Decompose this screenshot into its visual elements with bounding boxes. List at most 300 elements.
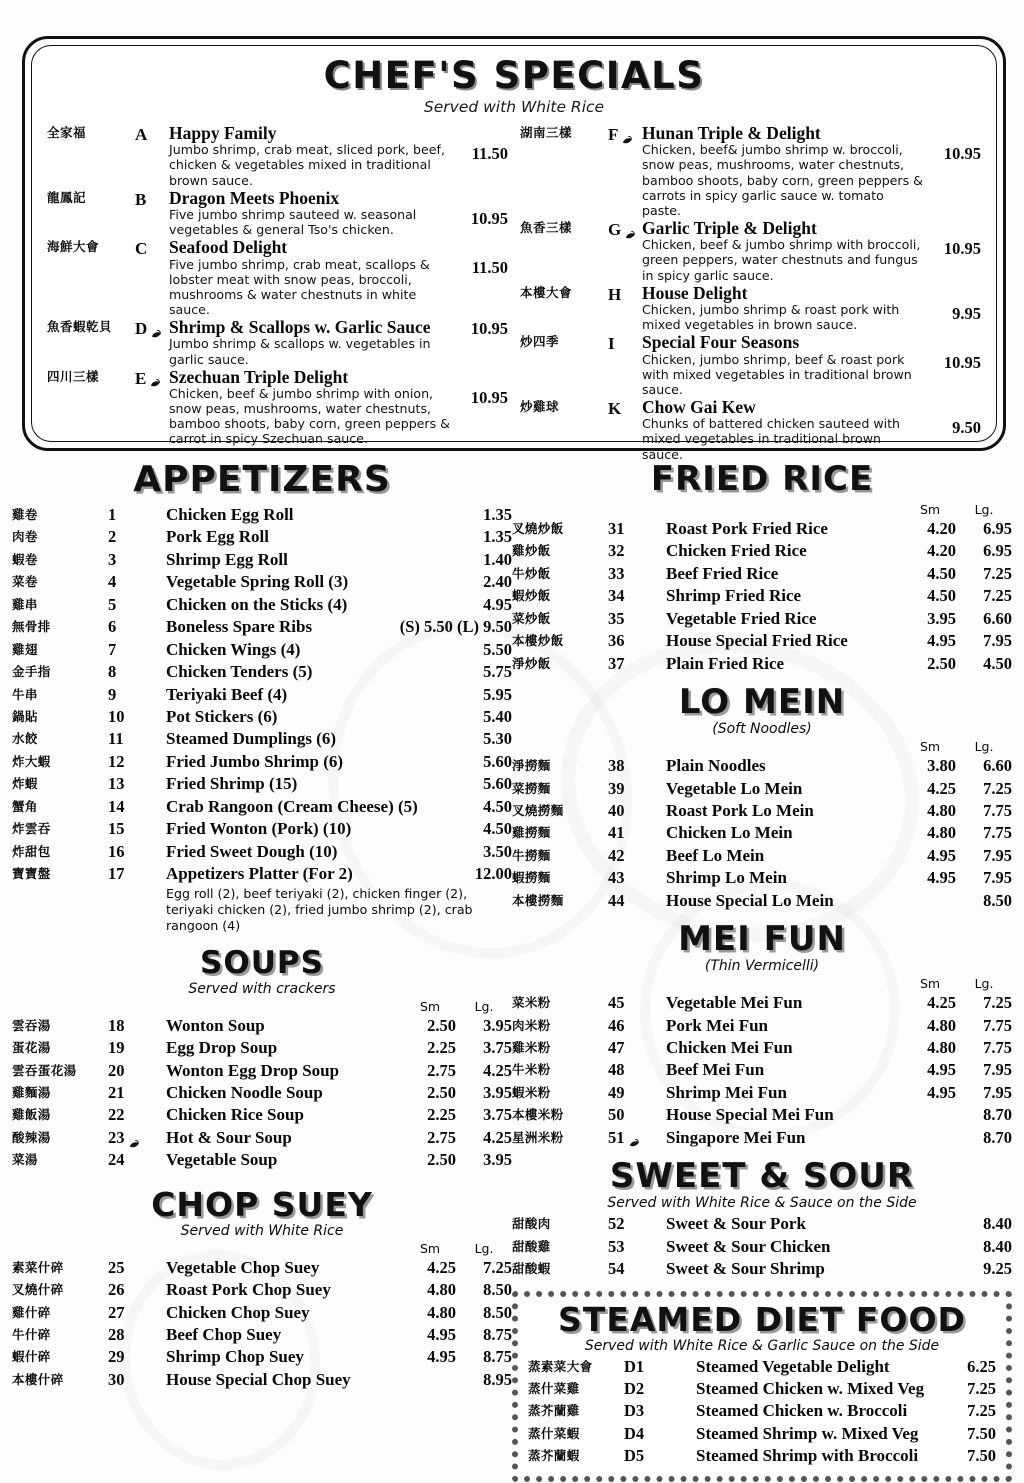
menu-item-row[interactable] xyxy=(512,1104,1012,1126)
item-dish-name: Chicken Egg Roll xyxy=(166,505,294,524)
special-letter-code: A xyxy=(135,125,148,144)
menu-item-row[interactable] xyxy=(12,841,512,863)
item-dish-name: Singapore Mei Fun xyxy=(666,1127,806,1147)
menu-item-row[interactable] xyxy=(12,796,512,818)
item-number: 3 xyxy=(108,549,117,569)
item-chinese-name: 本樓炒飯 xyxy=(512,633,564,649)
price-large: 6.95 xyxy=(983,541,1012,561)
price-large: 8.75 xyxy=(483,1347,512,1367)
menu-item-row[interactable] xyxy=(12,706,512,728)
menu-item-row[interactable] xyxy=(512,800,1012,822)
menu-item-row[interactable] xyxy=(12,571,512,593)
special-description: Chicken, jumbo shrimp & roast pork with mixed vegetables in brown sauce. xyxy=(642,302,900,333)
spicy-pepper-icon xyxy=(149,374,162,385)
price-large: 6.60 xyxy=(983,756,1012,776)
menu-item-row[interactable] xyxy=(512,1015,1012,1037)
price-small: 4.95 xyxy=(427,1347,456,1367)
price-small: 2.50 xyxy=(427,1082,456,1102)
menu-item-row[interactable] xyxy=(12,1324,512,1346)
price-large: 8.50 xyxy=(483,1302,512,1322)
price-small: 4.80 xyxy=(927,800,956,820)
item-dish-name: Steamed Dumplings (6) xyxy=(166,729,337,749)
item-dish-name: Shrimp Mei Fun xyxy=(666,1082,787,1102)
price-large: 3.95 xyxy=(483,1015,512,1035)
item-chinese-name: 牛撈麵 xyxy=(512,847,551,863)
menu-item-row[interactable] xyxy=(512,518,1012,540)
price-large: 6.95 xyxy=(983,519,1012,538)
soups-subtitle: Served with crackers xyxy=(188,980,336,997)
item-dish-name: Wonton Egg Drop Soup xyxy=(166,1060,340,1080)
item-dish-name: Plain Fried Rice xyxy=(666,653,785,673)
item-chinese-name: 炸雲吞 xyxy=(12,821,51,837)
item-number: 15 xyxy=(108,819,125,839)
special-chinese-name: 龍鳳記 xyxy=(47,189,87,205)
price-small: 4.95 xyxy=(927,1060,956,1080)
item-chinese-name: 牛米粉 xyxy=(512,1062,551,1078)
chop-suey-size-header xyxy=(12,1241,512,1256)
special-chinese-name: 四川三樣 xyxy=(47,368,100,384)
menu-item-row[interactable] xyxy=(12,728,512,750)
special-letter-code: E xyxy=(135,368,169,447)
special-dish-name: Shrimp & Scallops w. Garlic Sauce xyxy=(169,317,431,338)
price-small: 2.50 xyxy=(427,1015,456,1035)
menu-item-row[interactable] xyxy=(528,1356,996,1378)
item-price: 3.50 xyxy=(483,841,512,861)
menu-item-row[interactable] xyxy=(528,1400,996,1422)
special-description: Chunks of battered chicken sauteed with mixed vegetables in traditional brown sauce. xyxy=(642,416,901,462)
special-chinese-name: 本樓大會 xyxy=(520,284,573,300)
menu-item-row[interactable] xyxy=(512,630,1012,652)
item-number: 16 xyxy=(108,841,125,861)
item-dish-name: Shrimp Chop Suey xyxy=(166,1347,304,1367)
item-chinese-name: 本樓撈麵 xyxy=(512,892,564,908)
special-description: Chicken, beef & jumbo shrimp with onion, snow peas, mushrooms, water chestnuts, bamboo shoots, baby corn, green peppers & carrot in spicy Szechuan sauce. xyxy=(169,386,450,447)
spicy-pepper-icon xyxy=(150,325,163,336)
menu-item-row[interactable] xyxy=(528,1423,996,1445)
special-description: Five jumbo shrimp, crab meat, scallops & lobster meat with snow peas, broccoli, mushrooms & water chestnuts in white sauce. xyxy=(169,256,430,317)
menu-item-row[interactable] xyxy=(512,1127,1012,1149)
item-dish-name: Steamed Chicken w. Mixed Veg xyxy=(696,1378,925,1398)
item-dish-name: Sweet & Sour Shrimp xyxy=(666,1259,825,1279)
price-large: 7.25 xyxy=(983,586,1012,606)
item-chinese-name: 蟹角 xyxy=(12,798,38,814)
special-price: 10.95 xyxy=(470,387,508,407)
item-dish-name: Chicken Tenders (5) xyxy=(166,662,313,682)
item-number: D5 xyxy=(624,1446,645,1466)
item-number: 34 xyxy=(608,586,625,606)
price-small: 4.80 xyxy=(927,823,956,843)
fried-rice-lg-label: Lg. xyxy=(974,502,994,517)
item-number: 40 xyxy=(608,800,625,820)
item-chinese-name: 本樓米粉 xyxy=(512,1107,564,1123)
item-dish-name: Vegetable Spring Roll (3) xyxy=(166,572,349,592)
steamed-diet-subtitle: Served with White Rice & Garlic Sauce on the Side xyxy=(584,1337,940,1354)
item-price: 4.95 xyxy=(483,594,512,614)
price-small: 4.20 xyxy=(927,541,956,561)
item-chinese-name: 蒸芥蘭雞 xyxy=(528,1403,580,1419)
menu-item-row[interactable] xyxy=(12,504,512,526)
item-dish-name: Chicken Fried Rice xyxy=(666,541,807,561)
menu-item-row[interactable] xyxy=(512,867,1012,889)
item-dish-name: Vegetable Fried Rice xyxy=(666,608,817,628)
item-chinese-name: 叉燒什碎 xyxy=(12,1282,64,1298)
item-chinese-name: 星洲米粉 xyxy=(512,1129,564,1145)
item-dish-name: Steamed Vegetable Delight xyxy=(696,1356,890,1376)
item-chinese-name: 甜酸肉 xyxy=(512,1216,551,1232)
special-description: Chicken, beef & jumbo shrimp with broccoli, green peppers, water chestnuts and fungus in spicy garlic sauce. xyxy=(642,237,921,283)
price: 6.25 xyxy=(967,1356,996,1376)
item-number: 8 xyxy=(108,662,117,682)
mei-fun-size-header xyxy=(512,976,1012,991)
item-number: 32 xyxy=(608,541,625,561)
item-chinese-name: 菜撈麵 xyxy=(512,780,551,796)
menu-item-row[interactable] xyxy=(12,1082,512,1104)
lo-mein-size-header xyxy=(512,739,1012,754)
mei-fun-list xyxy=(512,992,1012,1149)
sweet-sour-list xyxy=(512,1213,1012,1280)
appetizers-title: APPETIZERS xyxy=(133,459,391,500)
lo-mein-lg-label: Lg. xyxy=(974,739,994,755)
item-number: 17 xyxy=(108,864,125,883)
item-number: 25 xyxy=(108,1257,125,1277)
special-chinese-name: 海鮮大會 xyxy=(47,239,100,255)
item-chinese-name: 酸辣湯 xyxy=(12,1129,51,1145)
menu-item-row[interactable] xyxy=(12,594,512,616)
item-dish-name: Egg Drop Soup xyxy=(166,1038,278,1058)
menu-item-row[interactable] xyxy=(512,1037,1012,1059)
item-number: 18 xyxy=(108,1015,125,1035)
item-number: 47 xyxy=(608,1038,625,1057)
menu-item-row[interactable] xyxy=(512,653,1012,675)
item-number: 23 xyxy=(108,1127,166,1149)
item-number: 52 xyxy=(608,1214,625,1234)
menu-item-row[interactable] xyxy=(12,1037,512,1059)
price-small: 4.25 xyxy=(927,778,956,798)
menu-item-row[interactable] xyxy=(512,1258,1012,1280)
menu-item-row[interactable] xyxy=(512,755,1012,777)
item-dish-name: Teriyaki Beef (4) xyxy=(166,684,288,704)
item-price: 2.40 xyxy=(483,572,512,592)
menu-item-row[interactable] xyxy=(528,1378,996,1400)
special-item[interactable] xyxy=(520,219,981,283)
item-number: 36 xyxy=(608,631,625,651)
menu-item-row[interactable] xyxy=(512,563,1012,585)
menu-item-row[interactable] xyxy=(512,778,1012,800)
special-dish-name: Seafood Delight xyxy=(169,237,288,258)
item-number: 31 xyxy=(608,519,625,538)
item-dish-name: Chicken Lo Mein xyxy=(666,823,793,843)
item-dish-name: Beef Fried Rice xyxy=(666,563,779,583)
menu-item-row[interactable] xyxy=(12,661,512,683)
special-letter-code: H xyxy=(608,284,622,304)
price-small: 3.95 xyxy=(927,608,956,628)
special-price: 10.95 xyxy=(943,238,981,258)
price-small: 4.95 xyxy=(927,1082,956,1102)
price-large: 7.25 xyxy=(983,563,1012,583)
menu-item-row[interactable] xyxy=(12,773,512,795)
item-chinese-name: 炸大蝦 xyxy=(12,753,51,769)
item-chinese-name: 蝦什碎 xyxy=(12,1349,51,1365)
item-chinese-name: 叉燒撈麵 xyxy=(512,802,564,818)
price-large: 7.75 xyxy=(983,1015,1012,1035)
price-large: 7.95 xyxy=(983,1060,1012,1080)
item-dish-name: Crab Rangoon (Cream Cheese) (5) xyxy=(166,796,418,816)
item-dish-name: Chicken Chop Suey xyxy=(166,1302,310,1322)
menu-right-column xyxy=(512,459,1012,1482)
item-chinese-name: 甜酸蝦 xyxy=(512,1261,551,1277)
lo-mein-subtitle: (Soft Noodles) xyxy=(712,721,812,738)
special-price: 11.50 xyxy=(471,144,508,163)
item-price: 5.75 xyxy=(483,662,512,682)
item-dish-name: House Special Fried Rice xyxy=(666,631,848,651)
special-chinese-name: 全家福 xyxy=(47,125,87,140)
price-small: 4.80 xyxy=(427,1302,456,1322)
item-price: 5.60 xyxy=(483,774,512,794)
fried-rice-list xyxy=(512,518,1012,675)
item-number: 2 xyxy=(108,527,117,547)
item-dish-name: Fried Jumbo Shrimp (6) xyxy=(166,751,344,771)
special-chinese-name: 魚香三樣 xyxy=(520,219,573,235)
item-dish-name: Vegetable Mei Fun xyxy=(666,993,803,1013)
price: 9.25 xyxy=(983,1259,1012,1279)
item-chinese-name: 菜卷 xyxy=(12,574,38,590)
menu-item-row[interactable] xyxy=(12,526,512,548)
special-letter-code: K xyxy=(608,398,622,418)
menu-item-row[interactable] xyxy=(12,549,512,571)
sweet-sour-subtitle: Served with White Rice & Sauce on the Side xyxy=(607,1195,917,1212)
special-item[interactable] xyxy=(520,284,981,333)
price-large: 4.50 xyxy=(983,653,1012,673)
item-chinese-name: 雞撈麵 xyxy=(512,825,551,841)
item-dish-name: Roast Pork Fried Rice xyxy=(666,519,828,538)
item-number: 6 xyxy=(108,617,117,637)
item-chinese-name: 本樓什碎 xyxy=(12,1371,64,1387)
item-dish-name: Boneless Spare Ribs xyxy=(166,617,313,637)
item-chinese-name: 牛什碎 xyxy=(12,1327,51,1343)
menu-item-row[interactable] xyxy=(12,1346,512,1368)
item-number: 27 xyxy=(108,1302,125,1322)
price-large: 7.95 xyxy=(983,845,1012,865)
item-chinese-name: 肉卷 xyxy=(12,529,38,545)
price-small: 2.50 xyxy=(927,653,956,673)
item-chinese-name: 淨撈麵 xyxy=(512,758,551,774)
soups-lg-label: Lg. xyxy=(474,998,494,1014)
special-dish-name: House Delight xyxy=(642,282,748,303)
item-chinese-name: 蝦卷 xyxy=(12,551,38,567)
price-large: 8.95 xyxy=(483,1369,512,1389)
item-number: D2 xyxy=(624,1378,645,1398)
item-number: 11 xyxy=(108,729,124,749)
price-large: 7.95 xyxy=(983,1082,1012,1102)
special-item[interactable] xyxy=(47,238,508,317)
menu-item-row[interactable] xyxy=(12,818,512,840)
special-letter-code: G xyxy=(608,219,642,283)
item-chinese-name: 素菜什碎 xyxy=(12,1259,64,1275)
chop-suey-sm-label: Sm xyxy=(419,1240,441,1256)
menu-item-row[interactable] xyxy=(512,992,1012,1014)
item-number: 26 xyxy=(108,1280,125,1300)
item-dish-name: Vegetable Soup xyxy=(166,1150,278,1170)
menu-item-row[interactable] xyxy=(12,1302,512,1324)
price-large: 4.25 xyxy=(483,1060,512,1080)
item-dish-name: Fried Wonton (Pork) (10) xyxy=(166,819,352,839)
menu-item-row[interactable] xyxy=(12,1279,512,1301)
item-dish-name: Shrimp Egg Roll xyxy=(166,549,288,569)
mei-fun-subtitle: (Thin Vermicelli) xyxy=(704,958,820,975)
menu-item-row[interactable] xyxy=(512,1213,1012,1235)
menu-item-row[interactable] xyxy=(12,616,512,638)
special-letter-code: F xyxy=(608,124,642,218)
item-chinese-name: 叉燒炒飯 xyxy=(512,521,564,536)
special-item[interactable] xyxy=(47,189,508,238)
item-dish-name: Shrimp Lo Mein xyxy=(666,868,787,888)
item-dish-name: Beef Chop Suey xyxy=(166,1325,282,1345)
menu-item-row[interactable] xyxy=(12,1127,512,1149)
special-letter-code: D xyxy=(135,318,169,367)
chefs-specials-title: CHEF'S SPECIALS xyxy=(323,54,705,97)
item-number: 7 xyxy=(108,639,117,659)
special-item[interactable] xyxy=(520,124,981,218)
item-chinese-name: 菜炒飯 xyxy=(512,610,551,626)
menu-item-row[interactable] xyxy=(12,1104,512,1126)
menu-item-row[interactable] xyxy=(512,845,1012,867)
item-number: 49 xyxy=(608,1082,625,1102)
price-small: 4.20 xyxy=(927,519,956,538)
item-number: 51 xyxy=(608,1127,666,1149)
item-chinese-name: 無骨排 xyxy=(12,619,51,635)
menu-item-row[interactable] xyxy=(512,1082,1012,1104)
menu-item-row[interactable] xyxy=(12,1149,512,1171)
item-number: 35 xyxy=(608,608,625,628)
item-chinese-name: 蛋花湯 xyxy=(12,1040,51,1056)
item-chinese-name: 雲吞蛋花湯 xyxy=(12,1062,77,1078)
item-dish-name: Hot & Sour Soup xyxy=(166,1127,292,1147)
price-large: 8.75 xyxy=(483,1325,512,1345)
menu-item-row[interactable] xyxy=(512,822,1012,844)
item-price: 4.50 xyxy=(483,819,512,839)
appetizer-platter-note: Egg roll (2), beef teriyaki (2), chicken finger (2), teriyaki chicken (2), fried jumbo shrimp (2), crab rangoon (4) xyxy=(166,886,473,933)
special-chinese-name: 湖南三樣 xyxy=(520,125,573,140)
item-number: 22 xyxy=(108,1105,125,1125)
item-chinese-name: 蒸什菜蝦 xyxy=(528,1425,580,1441)
spicy-pepper-icon xyxy=(628,1133,641,1144)
menu-item-row[interactable] xyxy=(12,751,512,773)
menu-item-row[interactable] xyxy=(12,1257,512,1279)
item-chinese-name: 蝦撈麵 xyxy=(512,870,551,886)
item-chinese-name: 炸蝦 xyxy=(12,776,38,792)
special-item[interactable] xyxy=(520,333,981,397)
item-chinese-name: 蝦米粉 xyxy=(512,1084,551,1100)
special-price: 10.95 xyxy=(943,353,981,373)
item-number: 10 xyxy=(108,706,125,726)
menu-item-row[interactable] xyxy=(12,863,512,885)
menu-item-row[interactable] xyxy=(512,1236,1012,1258)
item-dish-name: Chicken Wings (4) xyxy=(166,639,301,659)
lo-mein-list xyxy=(512,755,1012,912)
price-small: 4.80 xyxy=(927,1038,956,1057)
item-number: 5 xyxy=(108,594,117,614)
item-dish-name: Appetizers Platter (For 2) xyxy=(166,864,353,883)
item-chinese-name: 牛串 xyxy=(12,686,38,702)
spicy-pepper-icon xyxy=(621,131,634,142)
special-chinese-name: 魚香蝦乾貝 xyxy=(47,319,113,335)
mei-fun-lg-label: Lg. xyxy=(974,976,994,992)
item-price: (S) 5.50 (L) 9.50 xyxy=(399,617,512,637)
menu-item-row[interactable] xyxy=(512,540,1012,562)
lo-mein-sm-label: Sm xyxy=(919,739,941,755)
special-dish-name: Hunan Triple & Delight xyxy=(642,123,821,143)
item-dish-name: Sweet & Sour Chicken xyxy=(666,1236,831,1256)
special-dish-name: Chow Gai Kew xyxy=(642,396,756,417)
chefs-specials-panel xyxy=(22,36,1006,462)
item-dish-name: House Special Lo Mein xyxy=(666,890,834,910)
price-large: 7.95 xyxy=(983,631,1012,651)
special-item[interactable] xyxy=(520,398,981,462)
item-dish-name: Plain Noodles xyxy=(666,756,766,776)
item-price: 4.50 xyxy=(483,796,512,816)
chefs-specials-left-column xyxy=(41,124,514,463)
special-item[interactable] xyxy=(47,124,508,188)
item-number: 12 xyxy=(108,751,125,771)
menu-item-row[interactable] xyxy=(12,684,512,706)
special-item[interactable] xyxy=(47,368,508,447)
special-dish-name: Special Four Seasons xyxy=(642,332,800,353)
item-price: 1.35 xyxy=(483,527,512,547)
item-number: 29 xyxy=(108,1347,125,1367)
menu-item-row[interactable] xyxy=(12,1060,512,1082)
menu-item-row[interactable] xyxy=(12,1369,512,1391)
item-chinese-name: 菜米粉 xyxy=(512,995,551,1011)
spicy-pepper-icon xyxy=(624,226,637,237)
price-large: 3.95 xyxy=(483,1150,512,1170)
special-description: Five jumbo shrimp sauteed w. seasonal vegetables & general Tso's chicken. xyxy=(169,207,417,238)
item-price: 5.30 xyxy=(483,729,512,749)
price-large: 7.75 xyxy=(983,1038,1012,1057)
chefs-specials-subtitle: Served with White Rice xyxy=(423,98,605,116)
item-number: 1 xyxy=(108,505,117,524)
menu-item-row[interactable] xyxy=(512,890,1012,912)
item-number: D3 xyxy=(624,1401,645,1421)
menu-item-row[interactable] xyxy=(512,608,1012,630)
price-small: 4.80 xyxy=(427,1280,456,1300)
price-small: 4.80 xyxy=(927,1015,956,1035)
item-price: 5.50 xyxy=(483,639,512,659)
item-number: 37 xyxy=(608,653,625,673)
item-chinese-name: 牛炒飯 xyxy=(512,565,551,581)
item-dish-name: Beef Lo Mein xyxy=(666,845,765,865)
soups-title: SOUPS xyxy=(200,944,324,981)
item-dish-name: Pork Mei Fun xyxy=(666,1015,768,1035)
menu-item-row[interactable] xyxy=(512,585,1012,607)
menu-item-row[interactable] xyxy=(528,1445,996,1467)
price-large: 7.95 xyxy=(983,868,1012,888)
menu-item-row[interactable] xyxy=(12,1015,512,1037)
mei-fun-sm-label: Sm xyxy=(919,976,941,992)
fried-rice-title: FRIED RICE xyxy=(650,459,874,499)
item-chinese-name: 雞什碎 xyxy=(12,1304,51,1320)
price-small: 4.95 xyxy=(927,845,956,865)
menu-item-row[interactable] xyxy=(12,639,512,661)
steamed-diet-list xyxy=(528,1356,996,1468)
price-small: 2.25 xyxy=(427,1038,456,1058)
special-item[interactable] xyxy=(47,318,508,367)
chop-suey-lg-label: Lg. xyxy=(474,1240,494,1256)
special-dish-name: Dragon Meets Phoenix xyxy=(169,187,340,208)
item-number: 14 xyxy=(108,796,125,816)
menu-item-row[interactable] xyxy=(512,1059,1012,1081)
fried-rice-size-header xyxy=(512,502,1012,517)
item-price: 5.40 xyxy=(483,706,512,726)
